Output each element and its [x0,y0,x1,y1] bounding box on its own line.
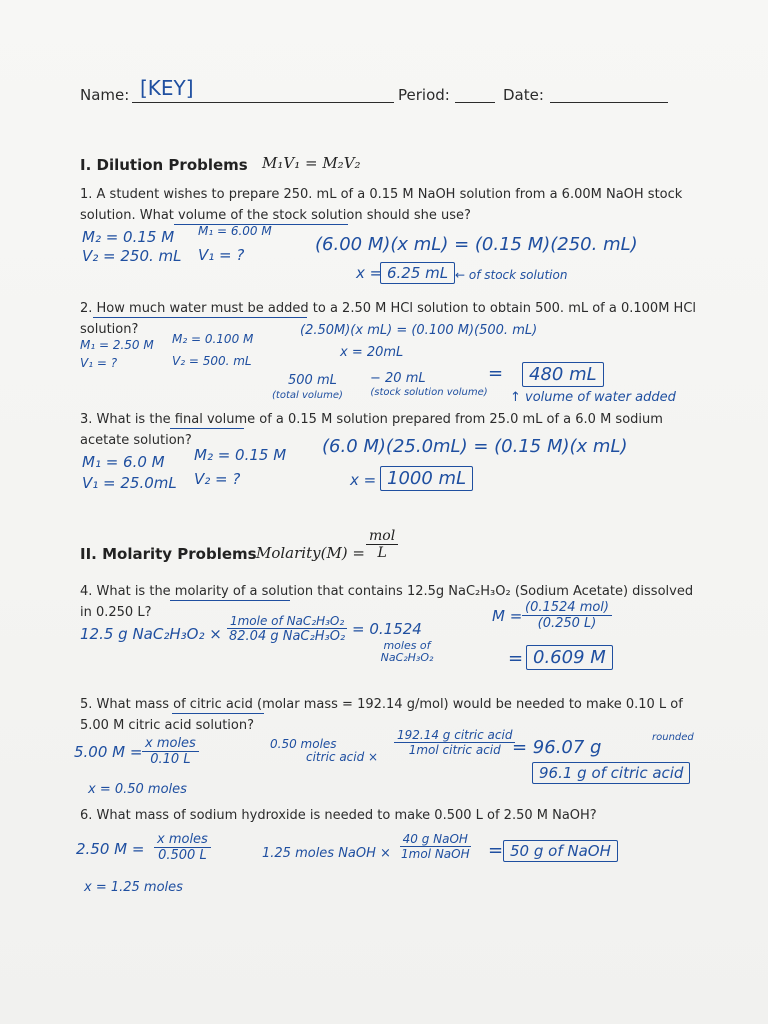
q5-m-den: 0.10 L [150,752,191,767]
molarity-formula-num: mol [366,528,398,545]
q2-given-m1: M₁ = 2.50 M [80,338,154,352]
q4-result: = 0.1524 [352,620,422,638]
name-label: Name: [80,86,130,104]
q1-given-m2: M₂ = 0.15 M [82,228,175,246]
q6-answer-box: 50 g of NaOH [503,840,618,862]
molarity-formula-left: Molarity(M) = [256,544,365,562]
q2-sub-a: 500 mL [288,373,337,388]
q1-text-line2: solution. What volume of the stock solution should she use? [80,208,471,223]
q4-m-den: (0.250 L) [537,616,597,631]
q3-given-m1: M₁ = 6.0 M [82,453,165,471]
q5-text-line1: 5. What mass of citric acid (molar mass = 192.14 g/mol) would be needed to make 0.10 L of [80,697,683,712]
q2-result: x = 20mL [340,345,404,360]
q1-given-m1: M₁ = 6.00 M [198,224,272,238]
q3-given-v2: V₂ = ? [194,470,241,488]
q6-x-result: x = 1.25 moles [84,880,183,895]
q2-answer-box: 480 mL [522,362,604,387]
q4-m-label: M = [492,607,523,625]
name-line [132,102,394,103]
q3-text-line2: acetate solution? [80,433,192,448]
q5-conv-den: 1mol citric acid [408,743,501,757]
q2-label-total: (total volume) [272,390,343,401]
section-1-title: I. Dilution Problems [80,156,248,174]
dilution-formula: M₁V₁ = M₂V₂ [262,154,361,172]
q5-answer-box: 96.1 g of citric acid [532,762,690,784]
q6-m-fraction [154,832,211,863]
q5-start-a: 0.50 moles [270,737,337,751]
q6-text-line1: 6. What mass of sodium hydroxide is needed to make 0.500 L of 2.50 M NaOH? [80,808,597,823]
name-value: [KEY] [140,76,194,100]
molarity-formula-fraction [366,528,398,561]
q1-answer-prefix: x = [356,264,383,282]
q5-m-label: 5.00 M = [74,743,143,761]
q6-conv-fraction [398,832,473,861]
q2-underline [93,317,307,318]
q2-given-m2: M₂ = 0.100 M [172,332,254,346]
q3-equation: (6.0 M)(25.0mL) = (0.15 M)(x mL) [322,436,628,457]
q6-m-den: 0.500 L [158,848,207,863]
q5-start-b: citric acid × [306,750,379,764]
q4-eq: = [508,648,524,669]
q4-conv-den: 82.04 g NaC₂H₃O₂ [229,629,346,644]
q4-answer-box: 0.609 M [526,645,613,670]
q6-start: 1.25 moles NaOH × [262,846,391,861]
q5-result: = 96.07 g [512,737,602,758]
q4-conv-fraction [226,614,348,644]
q3-text-line1: 3. What is the final volume of a 0.15 M solution prepared from 25.0 mL of a 6.0 M sodium [80,412,663,427]
q5-rounded-note: rounded [652,732,694,743]
molarity-formula-den: L [377,545,387,561]
q4-underline [170,600,290,601]
section-2-title: II. Molarity Problems [80,545,257,563]
q4-text-line1: 4. What is the molarity of a solution that contains 12.5g NaC₂H₃O₂ (Sodium Acetate) dissolved [80,584,694,599]
q4-m-fraction [522,600,612,631]
q5-m-num: x moles [142,736,199,752]
q1-answer-box: 6.25 mL [380,262,455,284]
period-label: Period: [398,86,450,104]
q2-given-v2: V₂ = 500. mL [172,354,252,368]
q4-result-units: moles of NaC₂H₃O₂ [380,639,434,664]
q1-text-line1: 1. A student wishes to prepare 250. mL of a 0.15 M NaOH solution from a 6.00M NaOH stock [80,187,683,202]
q1-equation: (6.00 M)(x mL) = (0.15 M)(250. mL) [315,234,638,255]
q6-m-num: x moles [154,832,211,848]
period-line [455,102,495,103]
q3-answer-prefix: x = [350,471,377,489]
q3-given-m2: M₂ = 0.15 M [194,446,287,464]
q5-underline [172,713,264,714]
q2-text-line2: solution? [80,322,139,337]
q2-equation: (2.50M)(x mL) = (0.100 M)(500. mL) [300,323,538,338]
q6-conv-den: 1mol NaOH [401,847,470,861]
date-label: Date: [503,86,544,104]
q4-text-line2: in 0.250 L? [80,605,152,620]
q5-conv-num: 192.14 g citric acid [394,728,515,743]
q4-m-num: (0.1524 mol) [522,600,612,616]
q1-given-v2: V₂ = 250. mL [82,247,182,265]
q5-m-fraction [142,736,199,767]
date-line [550,102,668,103]
q3-underline [170,428,244,429]
q5-text-line2: 5.00 M citric acid solution? [80,718,255,733]
q4-conv-num: 1mole of NaC₂H₃O₂ [227,614,347,629]
q6-eq: = [488,840,504,861]
q4-start: 12.5 g NaC₂H₃O₂ × [80,625,222,643]
q2-given-v1: V₁ = ? [80,356,118,370]
q5-x-result: x = 0.50 moles [88,782,187,797]
q6-m-label: 2.50 M = [76,840,145,858]
q2-label-water: ↑ volume of water added [510,390,676,405]
q1-note: ← of stock solution [455,268,568,282]
q2-sub-eq: = [488,363,504,384]
q2-text-line1: 2. How much water must be added to a 2.50 M HCl solution to obtain 500. mL of a 0.100M HCl [80,301,697,316]
q3-answer-box: 1000 mL [380,466,473,491]
q5-conv-fraction [394,728,515,757]
q1-given-v1: V₁ = ? [198,246,245,264]
q6-conv-num: 40 g NaOH [400,832,471,847]
q2-sub-op: − 20 mL [370,371,426,386]
q3-given-v1: V₁ = 25.0mL [82,474,177,492]
q2-label-stock: (stock solution volume) [370,387,488,398]
